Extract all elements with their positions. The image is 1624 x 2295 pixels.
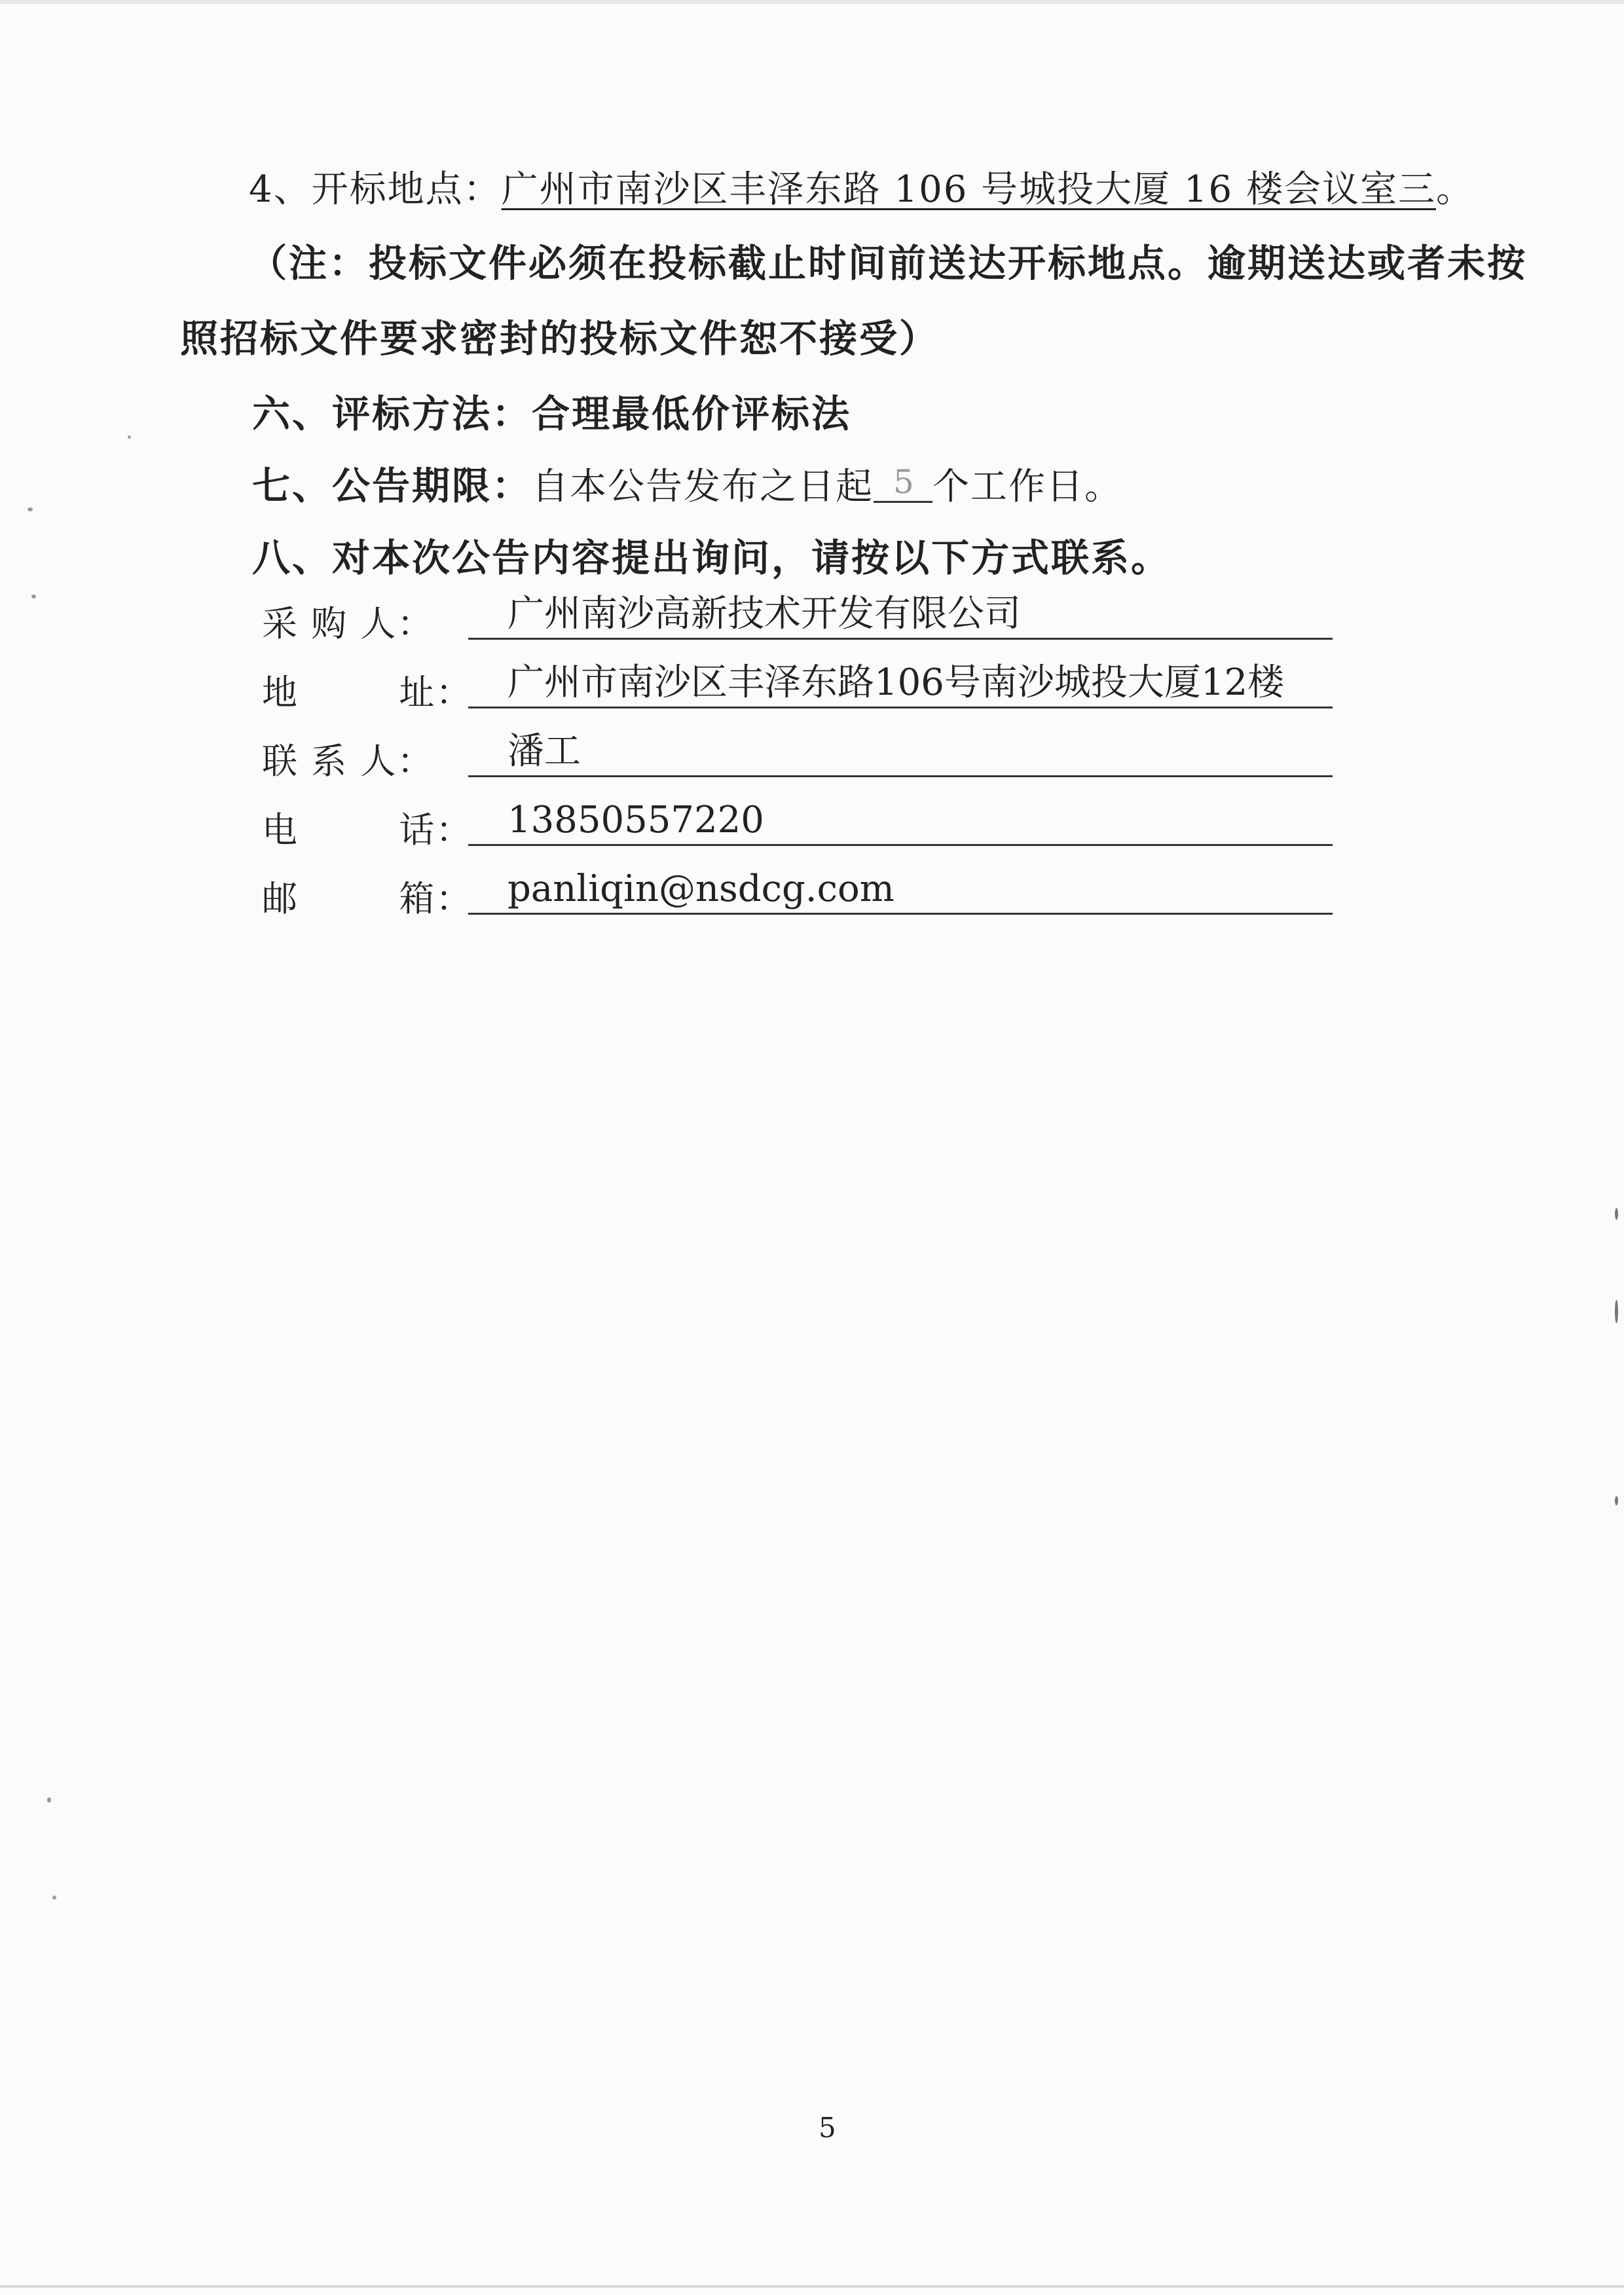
note-line-2: 照招标文件要求密封的投标文件恕不接受） (180, 316, 940, 361)
contact-person-label: 联 系 人： (262, 741, 434, 782)
item-4-label: 4、开标地点： (249, 168, 502, 211)
scan-speck (1615, 1300, 1618, 1323)
section-6-evaluation-method: 六、评标方法：合理最低价评标法 (252, 392, 852, 436)
contact-phone-value: 13850557220 (468, 799, 1333, 846)
scan-speck (52, 1896, 56, 1900)
section-7-notice-period (252, 455, 1122, 510)
section-7-blank (874, 463, 932, 503)
scan-speck (128, 435, 131, 439)
item-4-value: 广州市南沙区丰泽东路 106 号城投大厦 16 楼会议室三 (501, 168, 1436, 211)
section-7-text-before: 自本公告发布之日起 (532, 466, 874, 508)
contact-person-value: 潘工 (468, 730, 1333, 777)
contact-address-value: 广州市南沙区丰泽东路106号南沙城投大厦12楼 (468, 661, 1333, 708)
contact-address-label: 地 址： (262, 672, 473, 713)
contact-phone-label: 电 话： (262, 809, 473, 851)
item-4-tail: 。 (1436, 168, 1474, 211)
scan-speck (1615, 1496, 1618, 1505)
scan-speck (31, 595, 36, 598)
page-number: 5 (819, 2112, 836, 2144)
section-7-label: 七、公告期限： (252, 464, 532, 508)
scan-bottom-edge (0, 2285, 1624, 2288)
item-4-open-location (249, 160, 1474, 213)
scan-speck (47, 1797, 51, 1803)
contact-purchaser-value: 广州南沙高新技术开发有限公司 (468, 593, 1333, 640)
contact-email-label: 邮 箱： (262, 878, 473, 919)
section-8-inquiry: 八、对本次公告内容提出询问，请按以下方式联系。 (252, 536, 1172, 580)
contact-purchaser-label: 采 购 人： (262, 603, 434, 644)
scan-speck (1615, 1208, 1618, 1220)
section-7-blank-value: 5 (893, 463, 914, 501)
scan-speck (28, 507, 33, 511)
note-line-1: （注：投标文件必须在投标截止时间前送达开标地点。逾期送达或者未按 (249, 241, 1528, 285)
scan-top-edge (0, 0, 1624, 4)
section-7-text-after: 个工作日。 (932, 466, 1123, 508)
contact-email-value: panliqin@nsdcg.com (468, 868, 1333, 915)
